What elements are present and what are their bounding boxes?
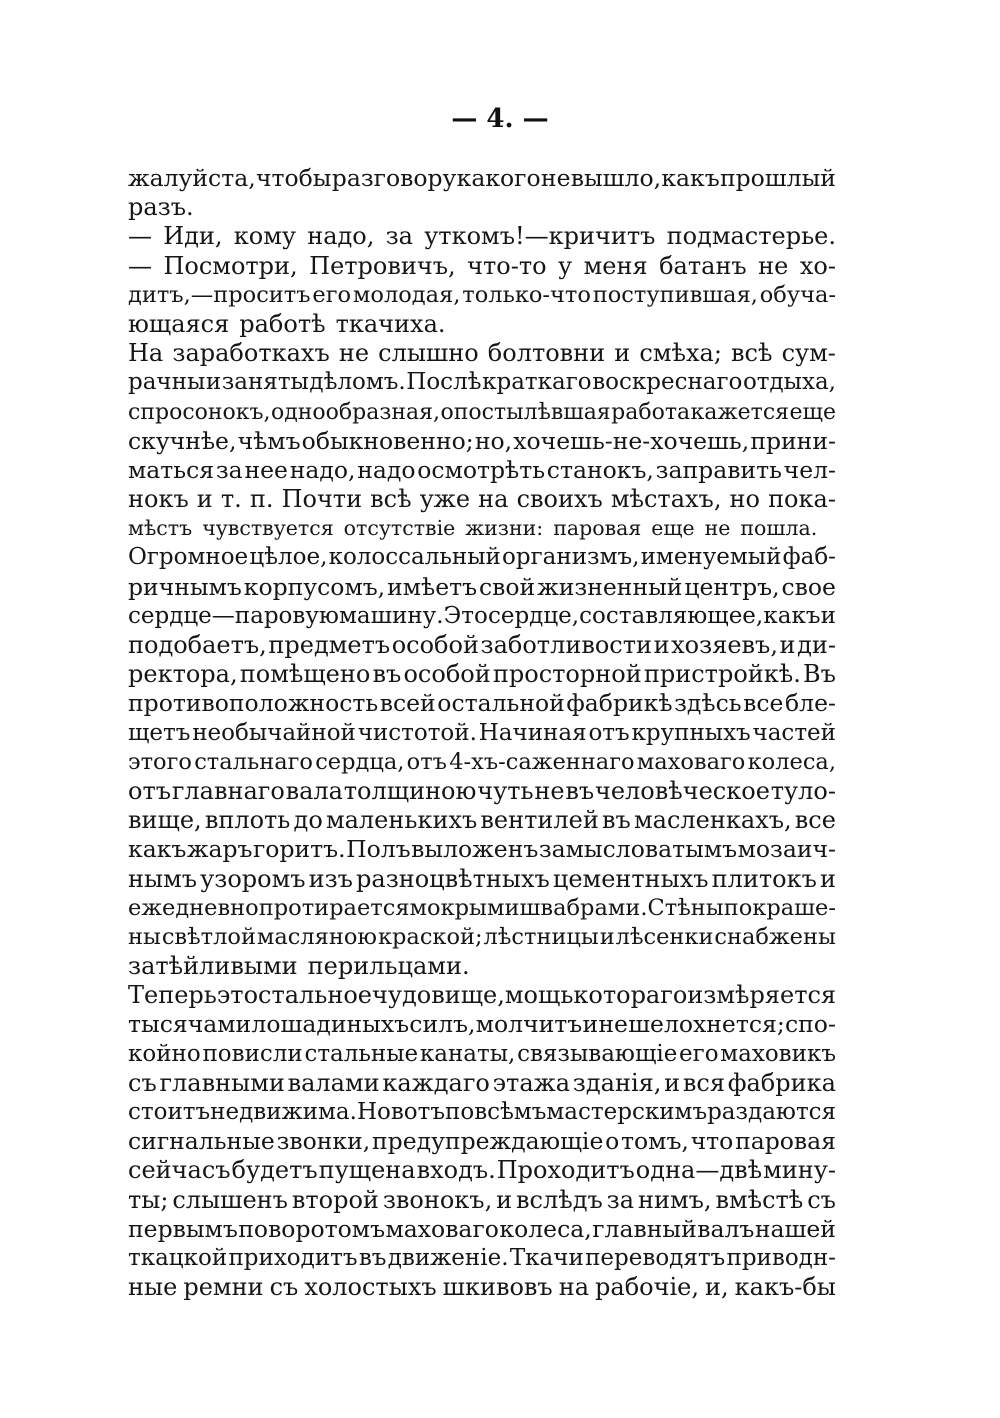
- body-text: [128, 164, 836, 1302]
- text-line: сейчасъ будетъ пущена входъ. Проходитъ одна—двѣ мину-: [128, 1156, 836, 1185]
- text-line: подобаетъ, предметъ особой заботливости и хозяевъ, и ди-: [128, 631, 836, 659]
- page-number: — 4. —: [451, 104, 549, 134]
- text-line: отъ главнаго вала толщиною чуть не въ человѣческое туло-: [128, 776, 836, 805]
- text-line: жалуйста, чтобы разговору какого не вышло, какъ прошлый: [128, 164, 836, 192]
- text-line: стоитъ недвижима. Но вотъ по всѣмъ мастерскимъ раздаются: [128, 1099, 836, 1125]
- text-line: ректора, помѣщено въ особой просторной пристройкѣ. Въ: [128, 660, 836, 689]
- text-line: ны свѣтлой масляною краской; лѣстницы и лѣсенки снабжены: [128, 923, 836, 950]
- text-line: ты; слышенъ второй звонокъ, и вслѣдъ за нимъ, вмѣстѣ съ: [128, 1185, 836, 1214]
- text-line: нымъ узоромъ изъ разноцвѣтныхъ цементныхъ плитокъ и: [128, 864, 836, 893]
- text-line: первымъ поворотомъ маховаго колеса, главный валъ нашей: [128, 1214, 836, 1243]
- text-line: сердце—паровую машину. Это сердце, составляющее, какъ и: [128, 602, 836, 629]
- text-line: ные ремни съ холостыхъ шкивовъ на рабочіе, и, какъ-бы: [128, 1273, 836, 1302]
- text-line: ткацкой приходитъ въ движеніе. Ткачи переводятъ приводн-: [128, 1244, 836, 1271]
- text-line: Теперь это стальное чудовище, мощь котораго измѣряется: [128, 981, 836, 1010]
- text-line: рачны и заняты дѣломъ. Послѣ краткаго воскреснаго отдыха,: [128, 369, 836, 396]
- text-line: ющаяся работѣ ткачиха.: [128, 309, 446, 338]
- text-line: дитъ,—проситъ его молодая, только-что поступившая, обуча-: [128, 281, 836, 308]
- text-line: спросонокъ, однообразная, опостылѣвшая работа кажется еще: [128, 399, 836, 425]
- text-line: сигнальные звонки, предупреждающіе о томъ, что паровая: [128, 1127, 836, 1156]
- text-line: затѣйливыми перильцами.: [128, 952, 470, 981]
- text-line: ричнымъ корпусомъ, имѣетъ свой жизненный центръ, свое: [128, 572, 836, 601]
- text-line: нокъ и т. п. Почти всѣ уже на своихъ мѣстахъ, но пока-: [128, 485, 836, 514]
- text-line: противоположность всей остальной фабрикѣ здѣсь все бле-: [128, 689, 836, 718]
- text-line: этого стальнаго сердца, отъ 4-хъ-саженнаго маховаго колеса,: [128, 748, 836, 775]
- text-line: ежедневно протирается мокрыми швабрами. Стѣны покраше-: [128, 894, 836, 921]
- text-line: мѣстъ чувствуется отсутствіе жизни: паровая еще не пошла.: [128, 516, 818, 541]
- text-line: тысячами лошадиныхъ силъ, молчитъ и не шелохнется; спо-: [128, 1010, 836, 1039]
- text-line: — Иди, кому надо, за уткомъ!—кричитъ подмастерье.: [128, 222, 836, 251]
- text-line: На заработкахъ не слышно болтовни и смѣха; всѣ сум-: [128, 339, 836, 368]
- text-line: скучнѣе, чѣмъ обыкновенно; но, хочешь-не-хочешь, прини-: [128, 426, 836, 455]
- text-line: Огромное цѣлое, колоссальный организмъ, именуемый фаб-: [128, 544, 836, 571]
- text-line: съ главными валами каждаго этажа зданія, и вся фабрика: [128, 1068, 836, 1097]
- text-line: щетъ необычайной чистотой. Начиная отъ крупныхъ частей: [128, 719, 836, 746]
- text-line: вище, вплоть до маленькихъ вентилей въ масленкахъ, все: [128, 806, 836, 835]
- text-line: разъ.: [128, 193, 194, 222]
- text-line: — Посмотри, Петровичъ, что-то у меня батанъ не хо-: [128, 251, 836, 280]
- text-line: койно повисли стальные канаты, связывающіе его маховикъ: [128, 1040, 836, 1067]
- text-line: маться за нее надо, надо осмотрѣть станокъ, заправить чел-: [128, 455, 836, 484]
- text-line: какъ жаръ горитъ. Полъ выложенъ замысловатымъ мозаич-: [128, 835, 836, 864]
